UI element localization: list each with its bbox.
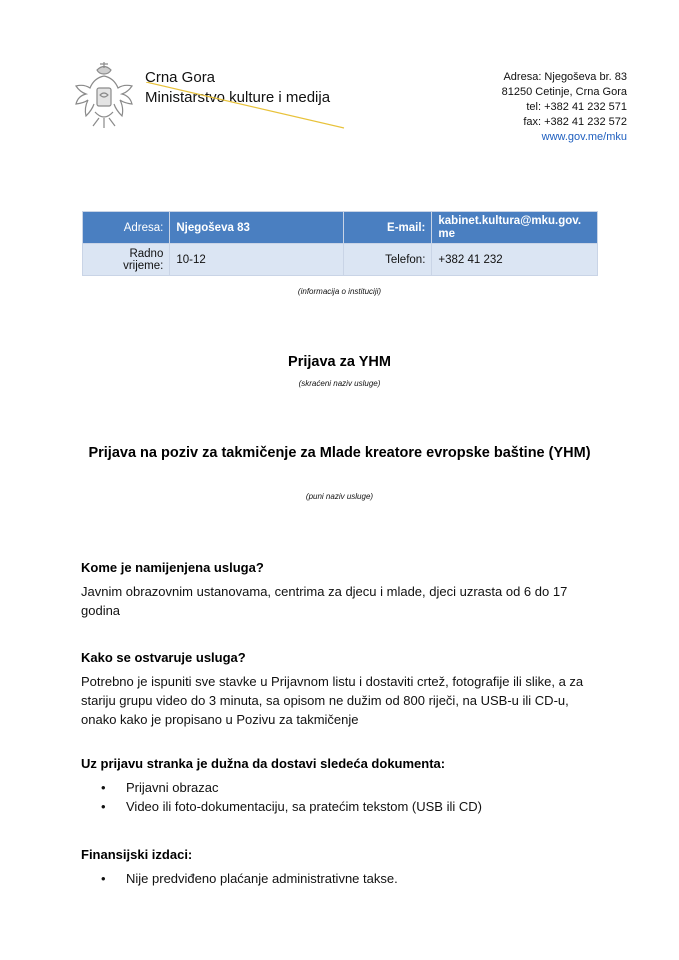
how-text: Potrebno je ispuniti sve stavke u Prijavnom listu i dostaviti crtež, fotografije ili slike, a za stariju grupu video do 3 minuta, sa opisom ne dužim od 800 riječi, na USB-u ili CD-u, onako kako je propisano u Pozivu za takmičenje (81, 674, 584, 727)
list-item-text: Video ili foto-dokumentaciju, sa pratećim tekstom (USB ili CD) (126, 799, 482, 814)
fees-heading: Finansijski izdaci: (81, 847, 193, 862)
bullet-icon: • (101, 780, 106, 795)
table-row (83, 244, 598, 276)
hours-label: Radno vrijeme: (83, 244, 170, 276)
website-link[interactable]: www.gov.me/mku (541, 131, 627, 143)
tel-line: tel: +382 41 232 571 (526, 101, 627, 113)
fax-line: fax: +382 41 232 572 (523, 116, 627, 128)
bullet-icon: • (101, 799, 106, 814)
hours-value: 10-12 (170, 244, 344, 276)
short-name-caption: (skraćeni naziv usluge) (298, 379, 381, 388)
list-item-text: Prijavni obrazac (126, 780, 219, 795)
list-item (81, 869, 398, 888)
target-text: Javnim obrazovnim ustanovama, centrima za djecu i mlade, djeci uzrasta od 6 do 17 godina (81, 584, 568, 618)
header-accent-line (146, 82, 346, 130)
list-item (81, 778, 219, 797)
institution-info-table (82, 211, 598, 276)
coat-of-arms-icon (73, 62, 135, 130)
email-label: E-mail: (344, 212, 432, 244)
ministry-name: Ministarstvo kulture i medija (145, 89, 331, 106)
table-caption: (informacija o instituciji) (297, 287, 382, 296)
email-value[interactable]: kabinet.kultura@mku.gov.me (432, 212, 598, 244)
city-line: 81250 Cetinje, Crna Gora (501, 86, 627, 98)
how-heading: Kako se ostvaruje usluga? (81, 650, 246, 665)
target-heading: Kome je namijenjena usluga? (81, 560, 264, 575)
address-line: Adresa: Njegoševa br. 83 (503, 71, 627, 83)
country-name: Crna Gora (145, 69, 216, 86)
documents-heading: Uz prijavu stranka je dužna da dostavi sledeća dokumenta: (81, 756, 446, 771)
phone-label: Telefon: (344, 244, 432, 276)
bullet-icon: • (101, 871, 106, 886)
service-full-name: Prijava na poziv za takmičenje za Mlade kreatore evropske baštine (YHM) (88, 445, 591, 461)
phone-value: +382 41 232 (432, 244, 598, 276)
list-item (81, 797, 482, 816)
contact-block (502, 70, 627, 145)
full-name-caption: (puni naziv usluge) (305, 492, 374, 501)
table-row (83, 212, 598, 244)
address-label: Adresa: (83, 212, 170, 244)
address-value: Njegoševa 83 (170, 212, 344, 244)
list-item-text: Nije predviđeno plaćanje administrativne takse. (126, 871, 398, 886)
service-short-name: Prijava za YHM (288, 354, 391, 370)
